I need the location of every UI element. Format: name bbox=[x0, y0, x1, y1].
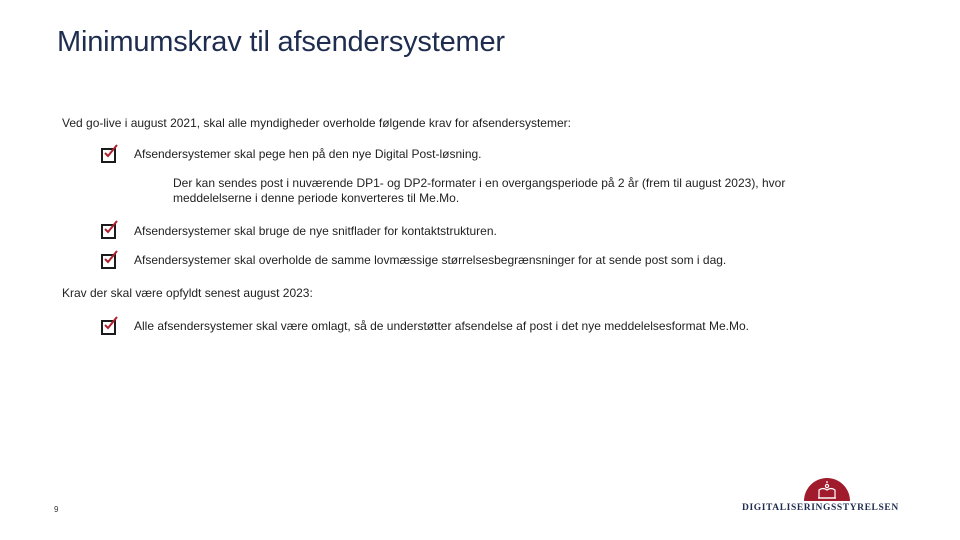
bullet-item bbox=[101, 142, 116, 164]
bullet-item bbox=[101, 218, 116, 240]
checkbox-checked-icon bbox=[101, 254, 116, 269]
page-number: 9 bbox=[54, 505, 59, 514]
checkbox-checked-icon bbox=[101, 148, 116, 163]
sub-note: Der kan sendes post i nuværende DP1- og DP2-formater i en overgangsperiode på 2 år (frem til august 2023), hvor meddelelserne i denne periode konverteres til Me.Mo. bbox=[173, 176, 786, 205]
bullet-item bbox=[101, 314, 116, 336]
slide-title: Minimumskrav til afsendersystemer bbox=[57, 26, 505, 58]
second-intro-text: Krav der skal være opfyldt senest august 2023: bbox=[62, 286, 313, 300]
logo-text: DIGITALISERINGSSTYRELSEN bbox=[742, 503, 899, 513]
logo bbox=[742, 478, 912, 518]
crown-icon bbox=[742, 478, 912, 502]
intro-text: Ved go-live i august 2021, skal alle myndigheder overholde følgende krav for afsendersystemer: bbox=[62, 116, 571, 130]
bullet-text: Afsendersystemer skal pege hen på den nye Digital Post-løsning. bbox=[134, 147, 482, 161]
checkbox-checked-icon bbox=[101, 224, 116, 239]
bullet-text: Alle afsendersystemer skal være omlagt, så de understøtter afsendelse af post i det nye meddelelsesformat Me.Mo. bbox=[134, 319, 749, 333]
bullet-item bbox=[101, 248, 116, 270]
bullet-text: Afsendersystemer skal bruge de nye snitflader for kontaktstrukturen. bbox=[134, 224, 497, 238]
checkbox-checked-icon bbox=[101, 320, 116, 335]
bullet-text: Afsendersystemer skal overholde de samme lovmæssige størrelsesbegrænsninger for at sende post som i dag. bbox=[134, 253, 727, 267]
